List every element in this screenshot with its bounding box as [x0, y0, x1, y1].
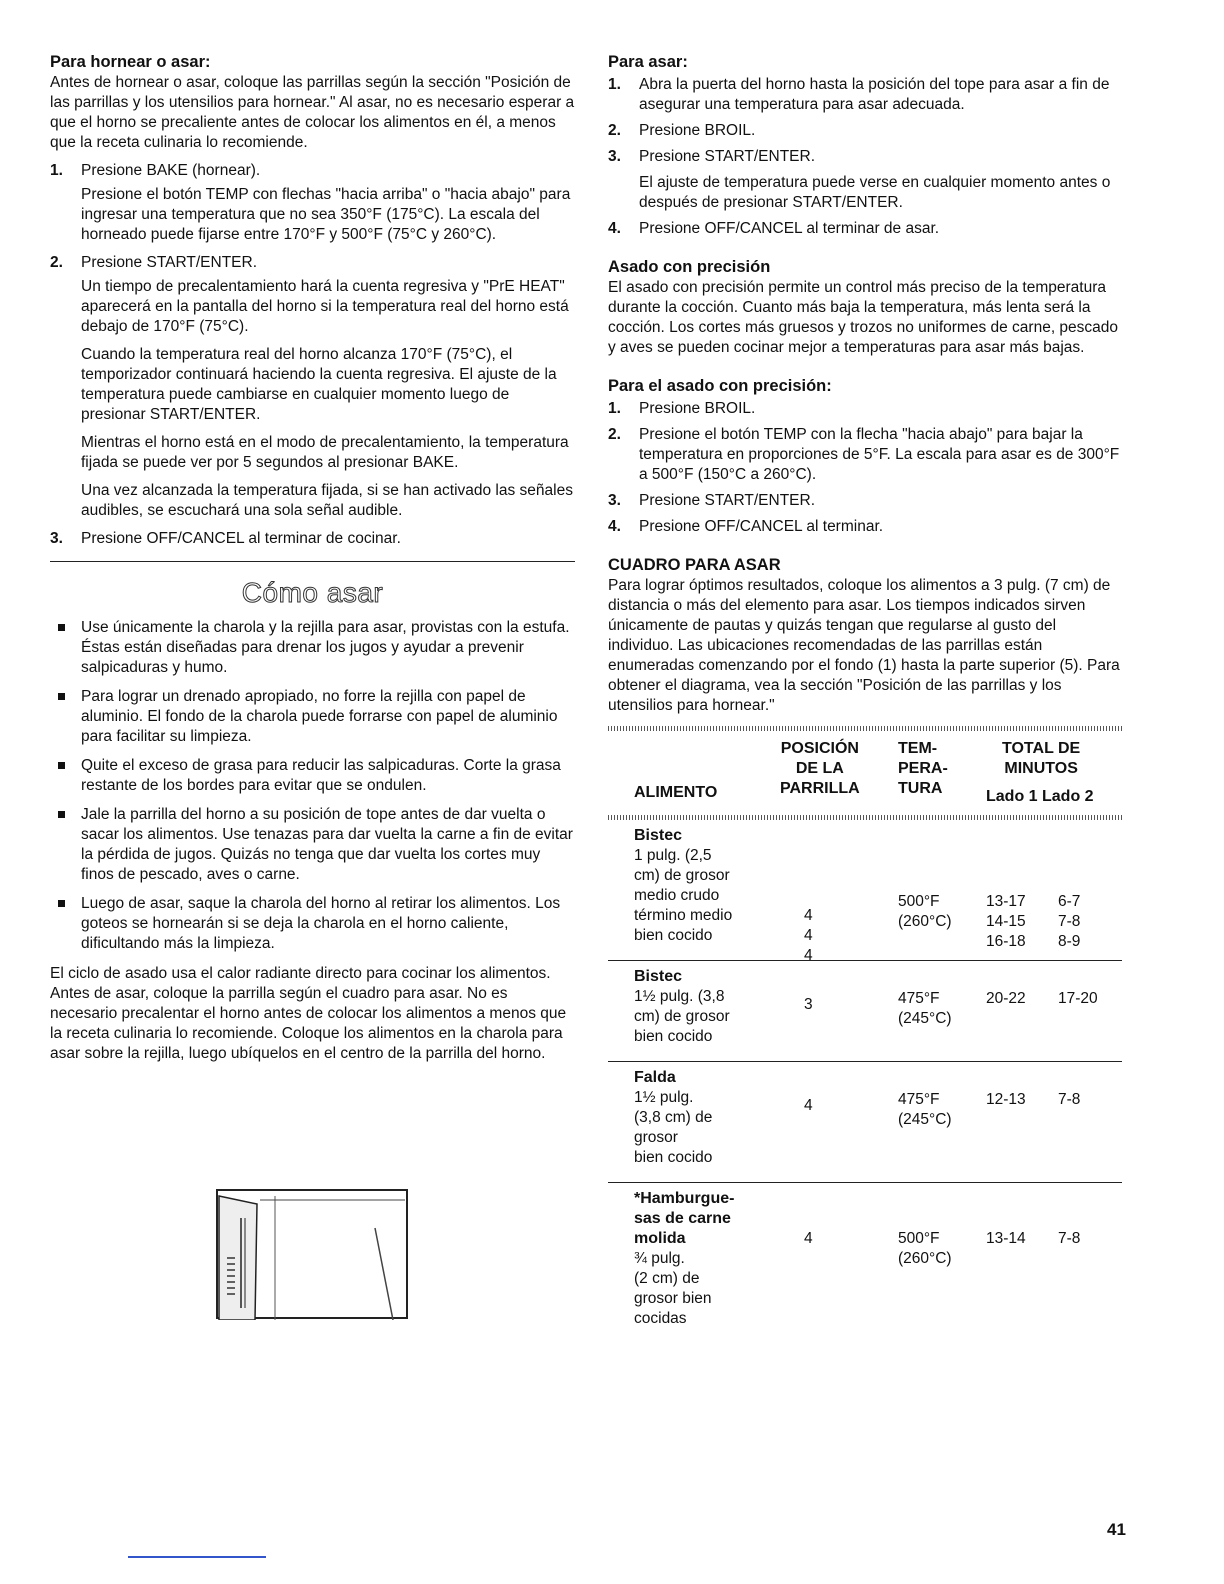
broil-step-1 — [608, 75, 1124, 115]
precision-step-2 — [608, 425, 1124, 485]
table-row — [608, 1183, 1122, 1343]
side2-cell: 7-8 — [1058, 1091, 1081, 1108]
step-number: 3. — [50, 530, 63, 547]
bake-step-3 — [50, 529, 575, 549]
food-detail: cm) de grosor — [634, 1008, 730, 1025]
food-cell — [608, 1189, 1122, 1329]
left-column — [50, 52, 575, 1064]
position-cell: 4 — [804, 1097, 813, 1114]
step-text: Presione START/ENTER. — [639, 148, 816, 165]
step-number: 2. — [608, 122, 621, 139]
step-text: Presione OFF/CANCEL al terminar de cocinar. — [81, 530, 401, 547]
bullet-square-icon — [58, 693, 65, 700]
bake-step-2 — [50, 253, 575, 273]
broil-step-2 — [608, 121, 1124, 141]
bake-step-2-note-2: Cuando la temperatura real del horno alcanza 170°F (75°C), el temporizador continuará haciendo la cuenta regresiva. El ajuste de la temperatura puede cambiarse en cualquier momento luego de presionar START/ENTER. — [81, 346, 557, 423]
position-cell: 4 — [804, 947, 813, 964]
precision-step-3 — [608, 491, 1124, 511]
header-sides: Lado 1 Lado 2 — [986, 788, 1094, 805]
footer-line — [128, 1556, 266, 1558]
step-number: 2. — [608, 426, 621, 443]
food-detail: cocidas — [634, 1310, 687, 1327]
precision-paragraph: El asado con precisión permite un control más preciso de la temperatura durante la cocción. Cuanto más baja la temperatura, más lenta será la cocción. Los cortes más gruesos y trozos no uniformes de carne, pescado y aves se pueden cocinar mejor a temperaturas para asar más bajas. — [608, 279, 1119, 356]
food-detail: 1½ pulg. — [634, 1089, 694, 1106]
food-name: Bistec — [634, 827, 683, 844]
step-text: Presione OFF/CANCEL al terminar de asar. — [639, 220, 940, 237]
header-temperature: TEM- PERA- TURA — [898, 740, 948, 797]
side1-cell: 12-13 — [986, 1091, 1026, 1108]
section-divider — [50, 561, 575, 562]
bake-heading: Para hornear o asar: — [50, 53, 211, 71]
chart-heading: CUADRO PARA ASAR — [608, 556, 781, 574]
temperature-cell: 500°F (260°C) — [898, 893, 952, 930]
table-header — [608, 731, 1122, 815]
step-text: Presione BROIL. — [639, 400, 756, 417]
precision-steps-heading: Para el asado con precisión: — [608, 377, 832, 395]
step-text: Presione START/ENTER. — [639, 492, 816, 509]
food-detail: 1 pulg. (2,5 — [634, 847, 712, 864]
side2-cell: 6-7 7-8 8-9 — [1058, 893, 1081, 950]
food-cell — [608, 826, 1122, 946]
bullet-square-icon — [58, 624, 65, 631]
temperature-cell: 475°F (245°C) — [898, 1091, 952, 1128]
broil-step-4 — [608, 219, 1124, 239]
food-detail: ¾ pulg. — [634, 1250, 685, 1267]
side2-cell: 17-20 — [1058, 990, 1098, 1007]
broil-heading: Para asar: — [608, 53, 688, 71]
food-detail: cm) de grosor — [634, 867, 730, 884]
step-number: 4. — [608, 220, 621, 237]
step-text: Presione BAKE (hornear). — [81, 162, 261, 179]
food-cell — [608, 1068, 1122, 1168]
tip-text: Para lograr un drenado apropiado, no forre la rejilla con papel de aluminio. El fondo de la charola puede forrarse con papel de aluminio para facilitar su limpieza. — [81, 688, 558, 745]
step-number: 1. — [608, 400, 621, 417]
step-number: 4. — [608, 518, 621, 535]
food-detail: 1½ pulg. (3,8 — [634, 988, 725, 1005]
step-number: 3. — [608, 148, 621, 165]
table-row — [608, 961, 1122, 1062]
step-number: 1. — [50, 162, 63, 179]
oven-vent-lines — [227, 1258, 235, 1294]
side1-cell: 13-17 14-15 16-18 — [986, 893, 1026, 950]
broil-tip-5 — [50, 894, 575, 954]
bake-step-2-note-3: Mientras el horno está en el modo de precalentamiento, la temperatura fijada se puede ver por 5 segundos al presionar BAKE. — [81, 434, 569, 471]
tip-text: Use únicamente la charola y la rejilla para asar, provistas con la estufa. Éstas están diseñadas para drenar los jugos y ayudar a prevenir salpicaduras y humo. — [81, 619, 570, 676]
tip-text: Quite el exceso de grasa para reducir las salpicaduras. Corte la grasa restante de los bordes para evitar que se ondulen. — [81, 757, 561, 794]
food-name: Falda — [634, 1069, 676, 1086]
table-row — [608, 820, 1122, 964]
header-position: POSICIÓN DE LA PARRILLA — [780, 740, 860, 797]
step-number: 1. — [608, 76, 621, 93]
step-text: Presione el botón TEMP con la flecha "hacia abajo" para bajar la temperatura en proporciones de 5°F. La escala para asar es de 300°F a 500°F (150°C a 260°C). — [639, 426, 1120, 483]
position-cell: 4 — [804, 1230, 813, 1247]
header-total-minutes: TOTAL DE MINUTOS — [1002, 740, 1081, 777]
broil-chart-table — [608, 726, 1122, 1343]
food-detail: bien cocido — [634, 1028, 713, 1045]
precision-heading: Asado con precisión — [608, 258, 771, 276]
food-detail: bien cocido — [634, 1149, 713, 1166]
position-cell: 3 — [804, 996, 813, 1013]
food-detail: (3,8 cm) de — [634, 1109, 713, 1126]
bullet-square-icon — [58, 900, 65, 907]
section-title-como-asar: Cómo asar — [241, 577, 384, 608]
broil-tip-4 — [50, 805, 575, 885]
food-name: Bistec — [634, 968, 683, 985]
food-detail: medio crudo — [634, 887, 720, 904]
broil-step-3-note: El ajuste de temperatura puede verse en cualquier momento antes o después de presionar START/ENTER. — [639, 174, 1111, 211]
table-row — [608, 1062, 1122, 1183]
food-detail: grosor — [634, 1129, 678, 1146]
broil-tip-2 — [50, 687, 575, 747]
position-cell: 4 — [804, 927, 813, 944]
bake-intro: Antes de hornear o asar, coloque las parrillas según la sección "Posición de las parrillas y los utensilios para hornear." Al asar, no es necesario esperar a que el horno se precaliente antes de colocar los alimentos en él, a menos que la receta culinaria lo recomiende. — [50, 74, 575, 151]
broil-paragraph: El ciclo de asado usa el calor radiante directo para cocinar los alimentos. Antes de asar, coloque la parrilla según el cuadro para asar. No es necesario precalentar el horno antes de colocar los alimentos a menos que la receta culinaria lo recomiende. Coloque los alimentos en la charola para asar sobre la rejilla, luego ubíquelos en el centro de la parrilla del horno. — [50, 965, 567, 1062]
bake-step-2-note-4: Una vez alcanzada la temperatura fijada, si se han activado las señales audibles, se escuchará una sola señal audible. — [81, 482, 573, 519]
food-name: *Hamburgue- sas de carne molida — [634, 1190, 735, 1247]
right-column — [608, 52, 1124, 1343]
food-detail: (2 cm) de — [634, 1270, 700, 1287]
bullet-square-icon — [58, 762, 65, 769]
chart-paragraph: Para lograr óptimos resultados, coloque los alimentos a 3 pulg. (7 cm) de distancia o más del elemento para asar. Los tiempos indicados sirven únicamente de pautas y quizás tengan que regularse al gusto del individuo. Las ubicaciones recomendadas de las parrillas están enumeradas comenzando por el fondo (1) hasta la parte superior (5). Para obtener el diagrama, vea la sección "Posición de las parrillas y los utensilios para hornear." — [608, 577, 1120, 714]
step-text: Abra la puerta del horno hasta la posición del tope para asar a fin de asegurar una temperatura para asar adecuada. — [639, 76, 1110, 113]
precision-step-1 — [608, 399, 1124, 419]
food-detail: término medio — [634, 907, 733, 924]
side2-cell: 7-8 — [1058, 1230, 1081, 1247]
precision-step-4 — [608, 517, 1124, 537]
step-number: 3. — [608, 492, 621, 509]
tip-text: Luego de asar, saque la charola del horno al retirar los alimentos. Los goteos se hornearán si se deja la charola en el horno caliente, dificultando más la limpieza. — [81, 895, 561, 952]
bake-step-1-note: Presione el botón TEMP con flechas "hacia arriba" o "hacia abajo" para ingresar una temperatura que no sea 350°F (175°C). La escala del horneado puede fijarse entre 170°F y 500°F (75°C y 260°C). — [81, 186, 571, 243]
temperature-cell: 475°F (245°C) — [898, 990, 952, 1027]
position-cell: 4 — [804, 907, 813, 924]
food-detail: bien cocido — [634, 927, 713, 944]
temperature-cell: 500°F (260°C) — [898, 1230, 952, 1267]
step-number: 2. — [50, 254, 63, 271]
bake-step-2-note-1: Un tiempo de precalentamiento hará la cuenta regresiva y "PrE HEAT" aparecerá en la pantalla del horno si la temperatura real del horno está debajo de 170°F (75°C). — [81, 278, 569, 335]
broil-tip-3 — [50, 756, 575, 796]
page-number: 41 — [1107, 1520, 1126, 1539]
step-text: Presione OFF/CANCEL al terminar. — [639, 518, 884, 535]
bake-step-1 — [50, 161, 575, 181]
food-detail: grosor bien — [634, 1290, 712, 1307]
step-text: Presione BROIL. — [639, 122, 756, 139]
header-food: ALIMENTO — [634, 784, 718, 801]
oven-door-illustration — [215, 1188, 410, 1320]
step-text: Presione START/ENTER. — [81, 254, 258, 271]
oven-door — [219, 1196, 257, 1320]
food-cell — [608, 967, 1122, 1047]
side1-cell: 13-14 — [986, 1230, 1026, 1247]
bullet-square-icon — [58, 811, 65, 818]
tip-text: Jale la parrilla del horno a su posición de tope antes de dar vuelta o sacar los alimentos. Use tenazas para dar vuelta la carne a fin de evitar la pérdida de jugos. Quizás no tenga que dar vuelta los cortes muy finos de pescado, aves o carne. — [81, 806, 573, 883]
broil-step-3 — [608, 147, 1124, 167]
broil-tip-1 — [50, 618, 575, 678]
side1-cell: 20-22 — [986, 990, 1026, 1007]
